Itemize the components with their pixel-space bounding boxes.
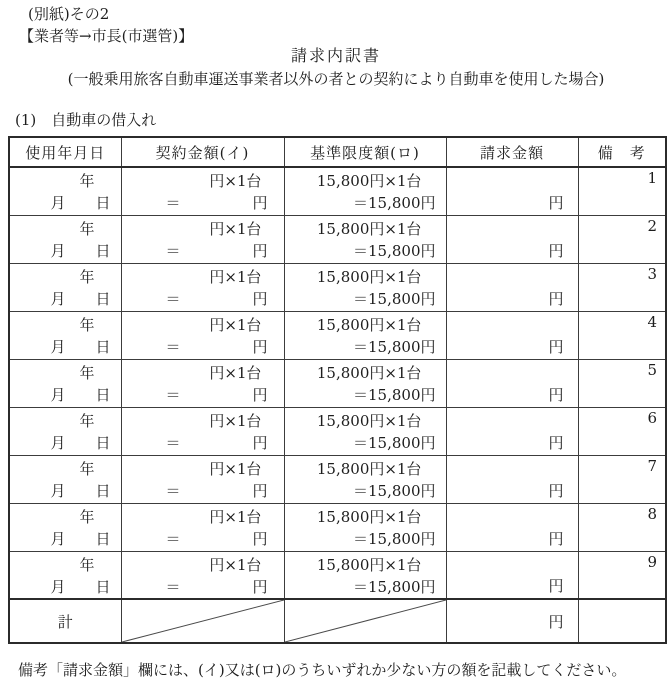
usage-month-day-label: 月 日 bbox=[50, 577, 111, 596]
contract-total-line bbox=[122, 528, 284, 550]
usage-date-cell bbox=[9, 503, 121, 551]
remarks-cell bbox=[578, 167, 666, 215]
usage-date-cell bbox=[9, 311, 121, 359]
total-claim-cell bbox=[446, 599, 578, 643]
contract-per-car-label: 円×1台 bbox=[209, 364, 262, 382]
equals-sign: ＝ bbox=[165, 530, 181, 548]
contract-total-unit: 円 bbox=[252, 434, 268, 452]
claim-breakdown-table bbox=[8, 136, 667, 644]
equals-sign: ＝ bbox=[165, 434, 181, 452]
table-row bbox=[9, 263, 666, 311]
claim-amount-cell bbox=[446, 215, 578, 263]
diagonal-strike-line bbox=[285, 600, 446, 642]
table-row bbox=[9, 167, 666, 215]
claim-unit-label: 円 bbox=[548, 289, 564, 308]
limit-amount-cell bbox=[284, 167, 446, 215]
total-row bbox=[9, 599, 666, 643]
limit-per-car-label: 15,800円×1台 bbox=[316, 316, 422, 334]
claim-amount-cell bbox=[446, 455, 578, 503]
total-label-cell: 計 bbox=[9, 599, 121, 643]
usage-month-day-label: 月 日 bbox=[50, 242, 111, 260]
contract-amount-cell bbox=[121, 407, 284, 455]
contract-total-line bbox=[122, 384, 284, 406]
usage-year-label: 年 bbox=[79, 220, 95, 238]
contract-amount-cell bbox=[121, 359, 284, 407]
claim-unit-label: 円 bbox=[548, 577, 564, 595]
claim-amount-cell bbox=[446, 167, 578, 215]
section-label: (1) 自動車の借入れ bbox=[15, 111, 157, 129]
claim-amount-cell bbox=[446, 263, 578, 311]
usage-date-cell bbox=[9, 215, 121, 263]
contract-total-unit: 円 bbox=[252, 242, 268, 260]
contract-total-line bbox=[122, 288, 284, 310]
claim-amount-cell bbox=[446, 503, 578, 551]
col-header-limit-amount: 基準限度額(ロ) bbox=[284, 137, 446, 167]
usage-date-cell bbox=[9, 551, 121, 599]
contract-total-unit: 円 bbox=[252, 386, 268, 404]
contract-total-unit: 円 bbox=[252, 290, 268, 308]
usage-month-day-label: 月 日 bbox=[50, 482, 111, 500]
contract-total-line bbox=[122, 576, 284, 598]
row-number: 5 bbox=[647, 360, 657, 379]
limit-amount-cell bbox=[284, 311, 446, 359]
limit-total-label: ＝15,800円 bbox=[353, 242, 436, 260]
limit-per-car-label: 15,800円×1台 bbox=[316, 460, 422, 478]
equals-sign: ＝ bbox=[165, 577, 181, 596]
usage-date-cell bbox=[9, 167, 121, 215]
usage-year-label: 年 bbox=[79, 364, 95, 382]
equals-sign: ＝ bbox=[165, 242, 181, 260]
contract-per-car-label: 円×1台 bbox=[209, 316, 262, 334]
row-number: 1 bbox=[647, 169, 657, 187]
row-number: 6 bbox=[647, 408, 657, 427]
contract-total-line bbox=[122, 240, 284, 262]
total-remarks-cell bbox=[578, 599, 666, 643]
limit-per-car-label: 15,800円×1台 bbox=[316, 268, 422, 286]
contract-total-unit: 円 bbox=[252, 530, 268, 548]
claim-amount-cell bbox=[446, 551, 578, 599]
usage-month-day-label: 月 日 bbox=[50, 530, 111, 548]
table-row bbox=[9, 311, 666, 359]
claim-unit-label: 円 bbox=[548, 193, 564, 212]
usage-year-label: 年 bbox=[79, 555, 95, 574]
usage-year-label: 年 bbox=[79, 508, 95, 526]
limit-total-label: ＝15,800円 bbox=[353, 530, 436, 548]
limit-per-car-label: 15,800円×1台 bbox=[316, 220, 422, 238]
usage-month-day-label: 月 日 bbox=[50, 194, 111, 213]
row-number: 8 bbox=[647, 504, 657, 523]
contract-per-car-label: 円×1台 bbox=[209, 555, 262, 574]
contract-total-unit: 円 bbox=[252, 482, 268, 500]
contract-total-line bbox=[122, 480, 284, 502]
col-header-remarks: 備 考 bbox=[578, 137, 666, 167]
contract-amount-cell bbox=[121, 215, 284, 263]
table-row bbox=[9, 551, 666, 599]
remarks-cell bbox=[578, 551, 666, 599]
contract-amount-cell bbox=[121, 263, 284, 311]
contract-amount-cell bbox=[121, 311, 284, 359]
contract-total-unit: 円 bbox=[252, 194, 268, 213]
equals-sign: ＝ bbox=[165, 338, 181, 356]
total-contract-cell-struck bbox=[121, 599, 284, 643]
remarks-cell bbox=[578, 263, 666, 311]
document-subtitle: (一般乗用旅客自動車運送事業者以外の者との契約により自動車を使用した場合) bbox=[67, 70, 605, 88]
limit-amount-cell bbox=[284, 263, 446, 311]
total-claim-unit: 円 bbox=[548, 612, 564, 631]
usage-year-label: 年 bbox=[79, 412, 95, 430]
table-row bbox=[9, 215, 666, 263]
contract-amount-cell bbox=[121, 455, 284, 503]
limit-total-label: ＝15,800円 bbox=[353, 338, 436, 356]
attachment-note: (別紙)その2 bbox=[28, 5, 110, 23]
col-header-contract-amount: 契約金額(イ) bbox=[121, 137, 284, 167]
limit-total-label: ＝15,800円 bbox=[353, 577, 436, 596]
usage-year-label: 年 bbox=[79, 172, 95, 191]
limit-per-car-label: 15,800円×1台 bbox=[316, 508, 422, 526]
claim-unit-label: 円 bbox=[548, 481, 564, 500]
limit-total-label: ＝15,800円 bbox=[353, 434, 436, 452]
contract-amount-cell bbox=[121, 551, 284, 599]
document-title: 請求内訳書 bbox=[290, 46, 381, 65]
usage-date-cell bbox=[9, 455, 121, 503]
limit-amount-cell bbox=[284, 551, 446, 599]
diagonal-strike-line bbox=[122, 600, 284, 642]
contract-per-car-label: 円×1台 bbox=[209, 268, 262, 286]
usage-year-label: 年 bbox=[79, 268, 95, 286]
contract-amount-cell bbox=[121, 503, 284, 551]
limit-total-label: ＝15,800円 bbox=[353, 482, 436, 500]
claim-amount-cell bbox=[446, 311, 578, 359]
remarks-cell bbox=[578, 311, 666, 359]
limit-amount-cell bbox=[284, 503, 446, 551]
addressee-line: 【業者等→市長(市選管)】 bbox=[19, 27, 194, 45]
limit-per-car-label: 15,800円×1台 bbox=[316, 172, 422, 191]
claim-unit-label: 円 bbox=[548, 241, 564, 260]
usage-month-day-label: 月 日 bbox=[50, 386, 111, 404]
row-number: 9 bbox=[647, 552, 657, 571]
table-row bbox=[9, 503, 666, 551]
usage-month-day-label: 月 日 bbox=[50, 338, 111, 356]
claim-unit-label: 円 bbox=[548, 529, 564, 548]
contract-per-car-label: 円×1台 bbox=[209, 508, 262, 526]
contract-total-line bbox=[122, 432, 284, 454]
limit-per-car-label: 15,800円×1台 bbox=[316, 412, 422, 430]
claim-unit-label: 円 bbox=[548, 433, 564, 452]
equals-sign: ＝ bbox=[165, 194, 181, 213]
contract-total-unit: 円 bbox=[252, 338, 268, 356]
claim-unit-label: 円 bbox=[548, 385, 564, 404]
col-header-claim-amount: 請求金額 bbox=[446, 137, 578, 167]
remarks-cell bbox=[578, 215, 666, 263]
limit-per-car-label: 15,800円×1台 bbox=[316, 555, 422, 574]
limit-per-car-label: 15,800円×1台 bbox=[316, 364, 422, 382]
limit-amount-cell bbox=[284, 215, 446, 263]
contract-total-line bbox=[122, 336, 284, 358]
remarks-cell bbox=[578, 455, 666, 503]
limit-total-label: ＝15,800円 bbox=[353, 290, 436, 308]
table-row bbox=[9, 359, 666, 407]
table-body bbox=[9, 167, 666, 599]
limit-amount-cell bbox=[284, 455, 446, 503]
limit-amount-cell bbox=[284, 359, 446, 407]
contract-amount-cell bbox=[121, 167, 284, 215]
equals-sign: ＝ bbox=[165, 482, 181, 500]
claim-amount-cell bbox=[446, 407, 578, 455]
row-number: 7 bbox=[647, 456, 657, 475]
table-row bbox=[9, 407, 666, 455]
claim-unit-label: 円 bbox=[548, 337, 564, 356]
limit-amount-cell bbox=[284, 407, 446, 455]
table-row bbox=[9, 455, 666, 503]
usage-year-label: 年 bbox=[79, 460, 95, 478]
row-number: 3 bbox=[647, 264, 657, 283]
equals-sign: ＝ bbox=[165, 386, 181, 404]
total-limit-cell-struck bbox=[284, 599, 446, 643]
remarks-cell bbox=[578, 503, 666, 551]
remarks-cell bbox=[578, 359, 666, 407]
usage-year-label: 年 bbox=[79, 316, 95, 334]
limit-total-label: ＝15,800円 bbox=[353, 386, 436, 404]
footer-note: 備考「請求金額」欄には、(イ)又は(ロ)のうちいずれか少ない方の額を記載してください。 bbox=[18, 661, 627, 679]
contract-per-car-label: 円×1台 bbox=[209, 172, 262, 191]
usage-month-day-label: 月 日 bbox=[50, 434, 111, 452]
contract-per-car-label: 円×1台 bbox=[209, 460, 262, 478]
usage-date-cell bbox=[9, 359, 121, 407]
col-header-usage-date: 使用年月日 bbox=[9, 137, 121, 167]
contract-per-car-label: 円×1台 bbox=[209, 220, 262, 238]
row-number: 2 bbox=[647, 216, 657, 235]
usage-date-cell bbox=[9, 407, 121, 455]
usage-date-cell bbox=[9, 263, 121, 311]
usage-month-day-label: 月 日 bbox=[50, 290, 111, 308]
row-number: 4 bbox=[647, 312, 657, 331]
contract-per-car-label: 円×1台 bbox=[209, 412, 262, 430]
limit-total-label: ＝15,800円 bbox=[353, 194, 436, 213]
remarks-cell bbox=[578, 407, 666, 455]
contract-total-unit: 円 bbox=[252, 577, 268, 596]
claim-amount-cell bbox=[446, 359, 578, 407]
contract-total-line bbox=[122, 192, 284, 214]
equals-sign: ＝ bbox=[165, 290, 181, 308]
table-header-row bbox=[9, 137, 666, 167]
